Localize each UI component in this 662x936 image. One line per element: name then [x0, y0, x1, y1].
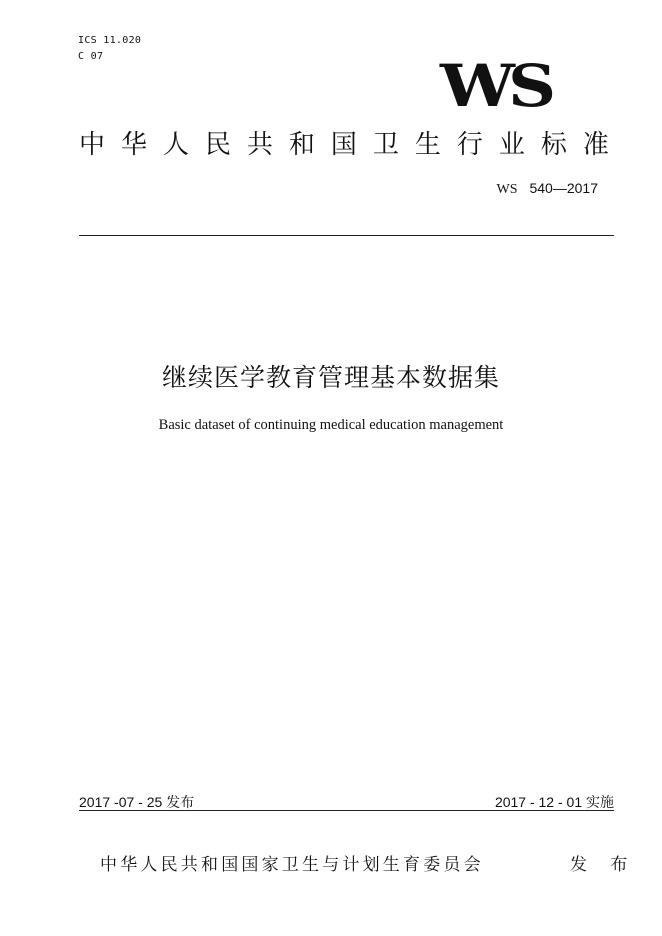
issue-label: 发 布: [570, 855, 637, 875]
document-title-zh: 继续医学教育管理基本数据集: [161, 363, 500, 392]
implementation-date: 2017 - 12 - 01 实施: [494, 794, 614, 810]
standard-kind-char: 共: [246, 130, 273, 160]
standard-kind-char: 生: [414, 130, 441, 160]
top-divider: [79, 235, 614, 236]
classification-codes: [78, 33, 141, 65]
standard-kind-char: 业: [498, 130, 525, 160]
ics-code: ICS 11.020: [78, 35, 142, 46]
standard-prefix: WS: [496, 182, 518, 197]
standard-kind-char: 卫: [372, 130, 399, 160]
standard-number: [496, 180, 598, 198]
ccs-code: C 07: [78, 51, 104, 62]
standard-kind-char: 行: [456, 130, 483, 160]
standard-kind-char: 华: [120, 130, 147, 160]
standard-kind-char: 国: [330, 130, 357, 160]
standard-kind-char: 和: [288, 130, 315, 160]
standard-kind-char: 中: [79, 130, 106, 160]
standard-kind-char: 人: [162, 130, 189, 160]
standard-kind-char: 准: [582, 130, 609, 160]
standard-kind-heading: [79, 128, 609, 162]
date-row: [79, 792, 614, 812]
standard-number-value: 540—2017: [529, 180, 598, 196]
standard-kind-char: 民: [204, 130, 231, 160]
standard-kind-char: 标: [540, 130, 567, 160]
ws-logo: WS: [440, 52, 550, 120]
issuing-authority: 中华人民共和国国家卫生与计划生育委员会: [100, 855, 484, 875]
document-title-en: Basic dataset of continuing medical education management: [158, 417, 504, 433]
issue-date: 2017 -07 - 25 发布: [79, 794, 195, 810]
bottom-divider: [79, 810, 614, 811]
